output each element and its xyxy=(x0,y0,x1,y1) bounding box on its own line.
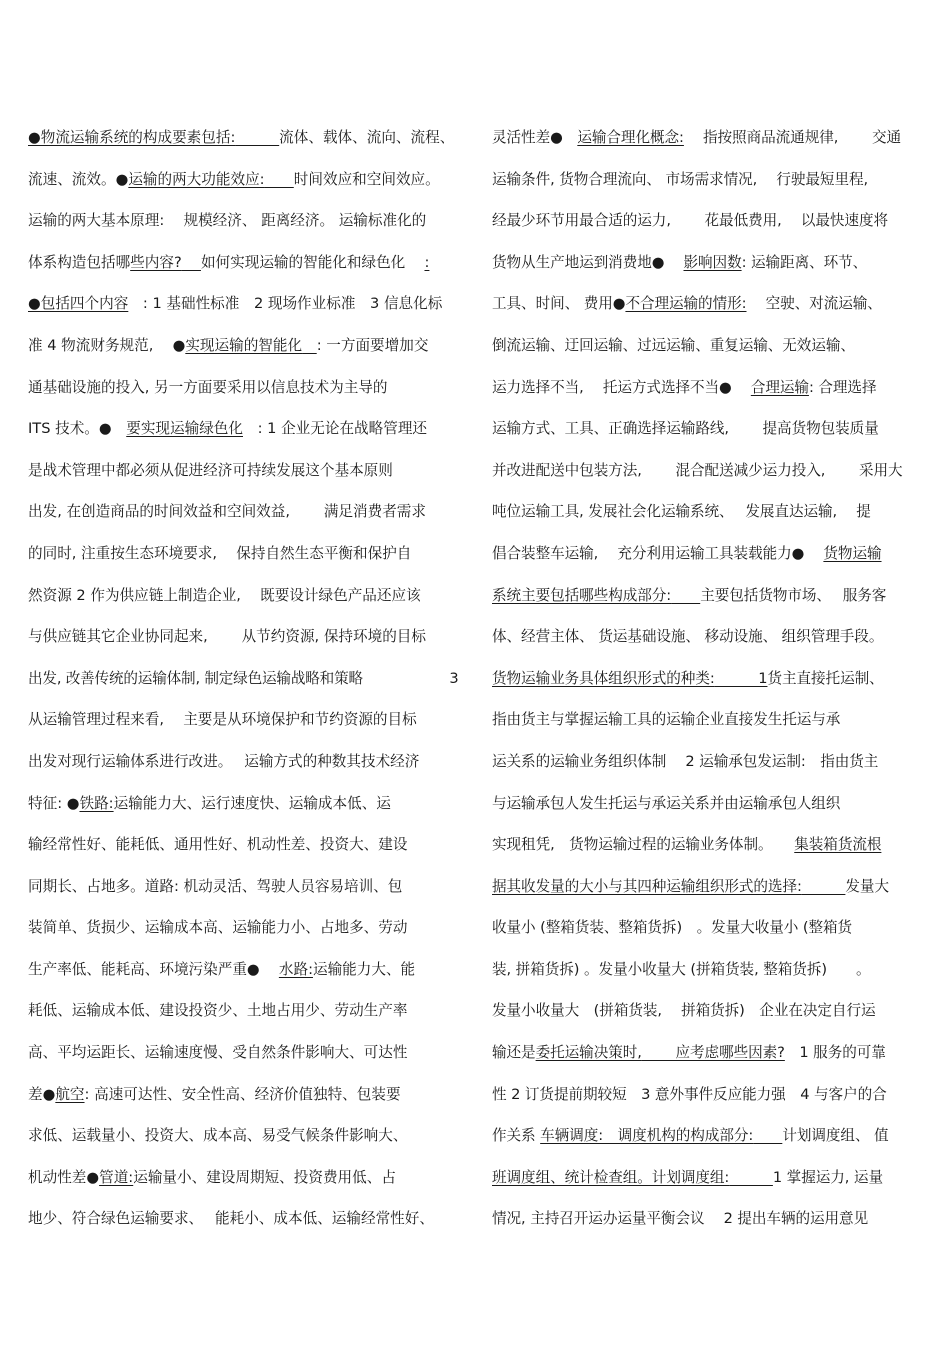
underlined-term xyxy=(265,171,294,188)
text-segment: 运输的两大基本原理: 规模经济、 距离经济。 运输标准化的 xyxy=(28,212,427,230)
text-segment: 主要包括货物市场、 服务客 xyxy=(700,586,887,604)
underlined-term xyxy=(235,129,279,146)
text-line xyxy=(28,1198,458,1240)
text-segment: 发量大 xyxy=(845,877,889,895)
underlined-term xyxy=(671,587,700,604)
text-line xyxy=(28,824,458,866)
text-segment: 是战术管理中都必须从促进经济可持续发展这个基本原则 xyxy=(28,461,393,479)
text-line xyxy=(28,866,458,908)
text-line xyxy=(492,408,908,450)
text-line xyxy=(28,1157,458,1199)
text-line xyxy=(492,283,908,325)
text-line xyxy=(492,949,908,991)
text-line xyxy=(492,1032,908,1074)
text-line xyxy=(28,408,458,450)
underlined-term: 要实现运输绿色化 xyxy=(126,420,243,438)
text-line xyxy=(28,1074,458,1116)
text-segment: 货物从生产地运到消费地● xyxy=(492,253,684,271)
text-segment: 运关系的运输业务组织体制 2 运输承包发运制: 指由货主 xyxy=(492,752,879,770)
text-line xyxy=(28,990,458,1032)
text-segment: 如何实现运输的智能化和绿色化 xyxy=(200,253,425,271)
text-segment: 吨位运输工具, 发展社会化运输系统、 发展直达运输, 提 xyxy=(492,503,871,521)
text-segment: 空驶、对流运输、 xyxy=(746,295,882,313)
text-line xyxy=(28,575,458,617)
underlined-term: 车辆调度: 调度机构的构成部分: xyxy=(540,1127,754,1145)
underlined-term: 实现运输的智能化 xyxy=(185,336,303,354)
underlined-term: 铁路: xyxy=(79,794,114,812)
underlined-term: 应考虑哪些因素? xyxy=(641,1044,785,1062)
underlined-term xyxy=(802,878,846,895)
underlined-term: 不合理运输的情形: xyxy=(625,295,747,313)
underlined-term: 运输合理化概念: xyxy=(577,129,684,146)
text-segment: 的同时, 注重按生态环境要求, 保持自然生态平衡和保护自 xyxy=(28,544,412,562)
text-segment: 情况, 主持召开运办运量平衡会议 2 提出车辆的运用意见 xyxy=(492,1210,869,1228)
text-segment: 差● xyxy=(28,1085,56,1103)
text-line xyxy=(28,491,458,533)
underlined-term: 货物运输业务具体组织形式的种类: xyxy=(492,669,715,687)
text-segment: 货主直接托运制、 xyxy=(767,669,884,687)
text-line xyxy=(28,367,458,409)
text-line xyxy=(492,200,908,242)
text-segment: 同期长、占地多。道路: 机动灵活、驾驶人员容易培训、包 xyxy=(28,877,403,895)
text-segment: 实现租凭, 货物运输过程的运输业务体制。 xyxy=(492,836,795,854)
text-segment: : 1 企业无论在战略管理还 xyxy=(243,420,428,438)
text-segment: 运输量小、建设周期短、投资费用低、占 xyxy=(133,1168,396,1186)
underlined-term: 集装箱货流根 xyxy=(794,836,882,854)
text-line xyxy=(492,699,908,741)
text-line xyxy=(492,907,908,949)
underlined-term xyxy=(302,337,317,354)
text-line xyxy=(28,1115,458,1157)
text-line xyxy=(492,325,908,367)
text-segment: 特征: ● xyxy=(28,794,80,812)
text-segment: 运力选择不当, 托运方式选择不当● xyxy=(492,378,751,396)
text-line xyxy=(492,1198,908,1240)
text-segment: 体、经营主体、 货运基础设施、 移动设施、 组织管理手段。 xyxy=(492,628,884,646)
text-segment: 运输条件, 货物合理流向、 市场需求情况, 行驶最短里程, xyxy=(492,170,869,188)
underlined-term: 水路: xyxy=(278,960,313,978)
text-line xyxy=(28,783,458,825)
text-line xyxy=(492,159,908,201)
underlined-term: 合理运输 xyxy=(750,378,809,396)
text-segment: 准 4 物流财务规范, ● xyxy=(28,336,186,354)
text-segment: 机动性差● xyxy=(28,1168,100,1186)
text-segment: : 合理选择 xyxy=(808,378,877,396)
text-segment: : 高速可达性、安全性高、经济价值独特、包装要 xyxy=(84,1085,401,1103)
text-line xyxy=(28,533,458,575)
text-segment: : 1 基础性标准 2 现场作业标准 3 信息化标 xyxy=(128,295,443,313)
text-segment: 倡合装整车运输, 充分利用运输工具装载能力● xyxy=(492,544,824,562)
underlined-term xyxy=(182,254,201,271)
underlined-term: 些内容? xyxy=(130,253,182,271)
text-line xyxy=(492,1074,908,1116)
text-segment: 时间效应和空间效应。 xyxy=(293,170,440,188)
underlined-term xyxy=(753,1127,782,1144)
underlined-term: 据其收发量的大小与其四种运输组织形式的选择: xyxy=(492,877,802,895)
text-segment: 运输能力大、能 xyxy=(312,960,416,978)
text-segment: 生产率低、能耗高、环境污染严重● xyxy=(28,960,279,978)
underlined-term: 系统主要包括哪些构成部分: xyxy=(492,586,672,604)
text-segment: 灵活性差● xyxy=(492,129,578,146)
text-segment: 高、平均运距长、运输速度慢、受自然条件影响大、可达性 xyxy=(28,1044,408,1062)
text-line xyxy=(28,1032,458,1074)
text-segment: 体系构造包括哪 xyxy=(28,253,131,271)
text-line xyxy=(492,117,908,159)
text-line xyxy=(492,783,908,825)
text-line xyxy=(492,990,908,1032)
underlined-term: 货物运输 xyxy=(823,544,882,562)
underlined-term: 1 xyxy=(714,669,768,687)
underlined-term: ●物流运输系统的构成要素包括: xyxy=(28,129,236,146)
text-segment: 装, 拼箱货拆) 。发量小收量大 (拼箱货装, 整箱货拆) 。 xyxy=(492,960,871,978)
text-line xyxy=(492,741,908,783)
text-segment: 然资源 2 作为供应链上制造企业, 既要设计绿色产品还应该 xyxy=(28,586,421,604)
right-text-column xyxy=(492,117,908,1240)
text-line xyxy=(28,159,458,201)
text-segment: 与运输承包人发生托运与承运关系并由运输承包人组织 xyxy=(492,794,841,812)
text-segment: 作关系 xyxy=(492,1127,541,1145)
text-line xyxy=(492,450,908,492)
underlined-term: 运输的两大功能效应: xyxy=(128,170,265,188)
text-line xyxy=(492,533,908,575)
text-line xyxy=(492,1115,908,1157)
text-segment: 地少、符合绿色运输要求、 能耗小、成本低、运输经常性好、 xyxy=(28,1210,434,1228)
underlined-term xyxy=(729,1169,773,1186)
left-text-column xyxy=(28,117,458,1240)
text-segment: 流体、载体、流向、流程、 xyxy=(279,129,455,146)
underlined-term: ●包括四个内容 xyxy=(28,295,129,313)
text-line xyxy=(492,491,908,533)
text-segment: 计划调度组、 值 xyxy=(782,1127,889,1145)
text-segment: 装简单、货损少、运输成本高、运输能力小、占地多、劳动 xyxy=(28,919,408,937)
text-line xyxy=(28,117,458,159)
underlined-term: : xyxy=(424,253,430,271)
text-line xyxy=(28,200,458,242)
text-line xyxy=(28,907,458,949)
underlined-term: 影响因数 xyxy=(683,253,742,271)
text-segment: 经最少环节用最合适的运力, 花最低费用, 以最快速度将 xyxy=(492,212,888,230)
text-line xyxy=(28,242,458,284)
underlined-term: 班调度组、统计检查组。计划调度组: xyxy=(492,1168,730,1186)
text-segment: 1 掌握运力, 运量 xyxy=(772,1168,883,1186)
text-segment: 出发对现行运输体系进行改进。 运输方式的种数其技术经济 xyxy=(28,752,420,770)
text-segment: 指由货主与掌握运输工具的运输企业直接发生托运与承 xyxy=(492,711,841,729)
underlined-term: 委托运输决策时, xyxy=(535,1044,642,1062)
text-line xyxy=(492,575,908,617)
text-line xyxy=(28,949,458,991)
text-line xyxy=(492,367,908,409)
text-segment: 运输能力大、运行速度快、运输成本低、运 xyxy=(113,794,391,812)
text-line xyxy=(492,658,908,700)
underlined-term: 航空 xyxy=(55,1085,85,1103)
text-segment: 1 服务的可靠 xyxy=(784,1044,886,1062)
text-segment: 并改进配送中包装方法, 混合配送减少运力投入, 采用大 xyxy=(492,461,903,479)
underlined-term: 管道: xyxy=(99,1168,134,1186)
text-segment: ITS 技术。● xyxy=(28,420,127,438)
text-line xyxy=(492,1157,908,1199)
text-line xyxy=(28,658,458,700)
text-segment: 输还是 xyxy=(492,1044,536,1062)
text-line xyxy=(492,616,908,658)
text-line xyxy=(28,450,458,492)
text-segment: 耗低、运输成本低、建设投资少、土地占用少、劳动生产率 xyxy=(28,1002,408,1020)
text-segment: 出发, 在创造商品的时间效益和空间效益, 满足消费者需求 xyxy=(28,503,426,521)
text-segment: : 一方面要增加交 xyxy=(316,336,429,354)
text-segment: : 运输距离、环节、 xyxy=(741,253,868,271)
text-segment: 出发, 改善传统的运输体制, 制定绿色运输战略和策略 3 xyxy=(28,669,459,687)
text-segment: 发量小收量大 (拼箱货装, 拼箱货拆) 企业在决定自行运 xyxy=(492,1002,876,1020)
text-segment: 流速、流效。● xyxy=(28,170,129,188)
text-line xyxy=(492,866,908,908)
text-segment: 工具、时间、 费用● xyxy=(492,295,626,313)
text-segment: 与供应链其它企业协同起来, 从节约资源, 保持环境的目标 xyxy=(28,628,426,646)
text-segment: 收量小 (整箱货装、整箱货拆) 。发量大收量小 (整箱货 xyxy=(492,919,853,937)
text-segment: 指按照商品流通规律, 交通 xyxy=(683,129,902,146)
text-line xyxy=(492,824,908,866)
text-segment: 从运输管理过程来看, 主要是从环境保护和节约资源的目标 xyxy=(28,711,417,729)
text-line xyxy=(28,283,458,325)
text-line xyxy=(492,242,908,284)
text-line xyxy=(28,616,458,658)
text-segment: 通基础设施的投入, 另一方面要采用以信息技术为主导的 xyxy=(28,378,388,396)
text-segment: 运输方式、工具、正确选择运输路线, 提高货物包装质量 xyxy=(492,420,879,438)
text-segment: 求低、运载量小、投资大、成本高、易受气候条件影响大、 xyxy=(28,1127,408,1145)
text-segment: 性 2 订货提前期较短 3 意外事件反应能力强 4 与客户的合 xyxy=(492,1085,887,1103)
text-line xyxy=(28,325,458,367)
text-line xyxy=(28,741,458,783)
text-segment: 倒流运输、迂回运输、过远运输、重复运输、无效运输、 xyxy=(492,336,855,354)
text-line xyxy=(28,699,458,741)
text-segment: 输经常性好、能耗低、通用性好、机动性差、投资大、建设 xyxy=(28,836,408,854)
